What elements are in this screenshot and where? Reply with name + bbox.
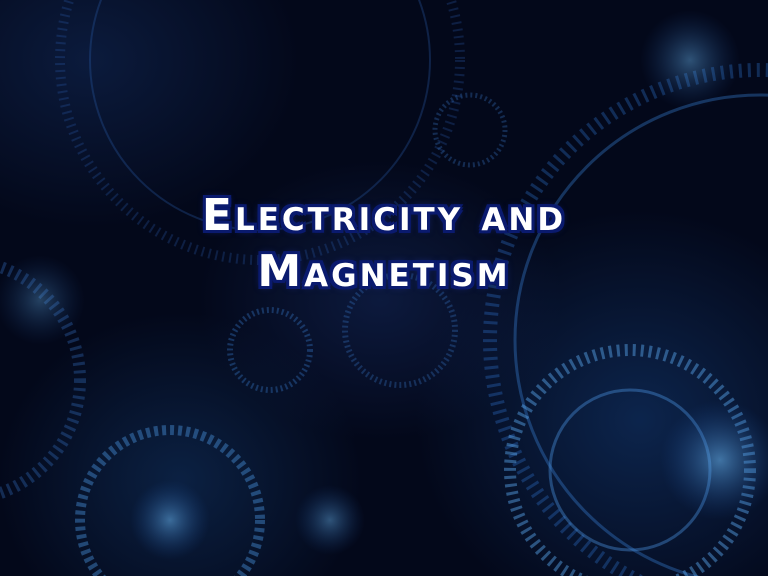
title-line-1: Electricity and	[201, 190, 567, 241]
title-line-2: Magnetism	[257, 246, 511, 297]
gear-middle-small	[230, 310, 310, 390]
gear-bottom-right-glow	[660, 400, 768, 520]
glow-spot-bottom-center	[295, 485, 365, 555]
gear-top-center	[435, 95, 505, 165]
glow-spot-top-right	[640, 10, 740, 110]
slide-title	[0, 188, 768, 300]
gear-bottom-left-hub	[130, 480, 210, 560]
